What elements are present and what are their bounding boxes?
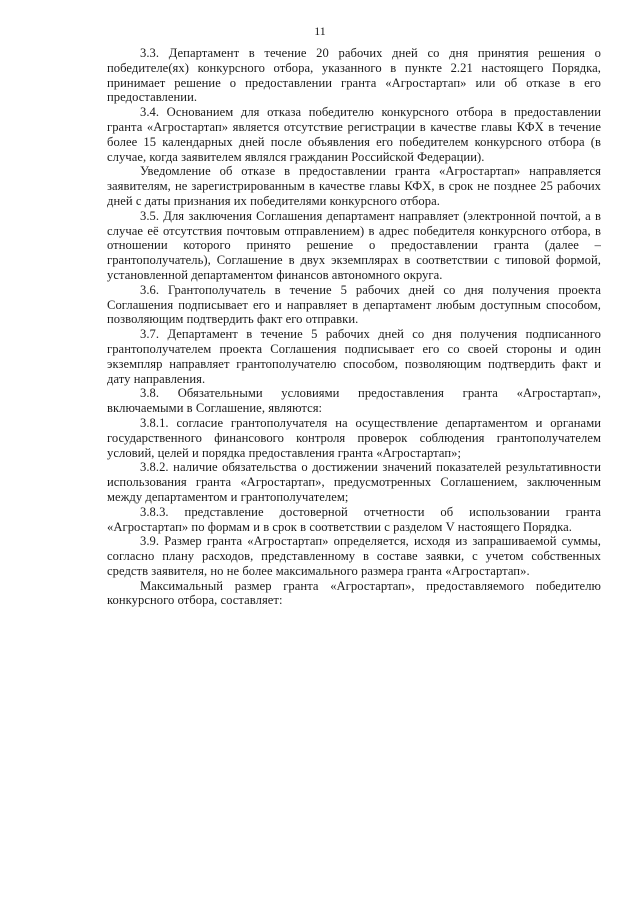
paragraph-3-4: 3.4. Основанием для отказа победителю конкурсного отбора в предоставлении гранта «Агростартап» является отсутствие регистрации в качестве главы КФХ в течение более 15 календарных дней после объявления его победителем конкурсного отбора (в случае, когда заявителем являлся гражданин Российской Федерации).: [107, 105, 601, 164]
paragraph-3-3: 3.3. Департамент в течение 20 рабочих дней со дня принятия решения о победителе(ях) конкурсного отбора, указанного в пункте 2.21 настоящего Порядка, принимает решение о предоставлении гранта «Агростартап» или об отказе в его предоставлении.: [107, 46, 601, 105]
page-number: 11: [314, 24, 326, 38]
paragraph-3-9: 3.9. Размер гранта «Агростартап» определяется, исходя из запрашиваемой суммы, согласно плану расходов, представленному в составе заявки, с учетом собственных средств заявителя, но не более максимального размера гранта «Агростартап».: [107, 534, 601, 578]
paragraph-3-8: 3.8. Обязательными условиями предоставления гранта «Агростартап», включаемыми в Соглашение, являются:: [107, 386, 601, 416]
paragraph-3-8-1: 3.8.1. согласие грантополучателя на осуществление департаментом и органами государственного финансового контроля проверок соблюдения грантополучателем условий, целей и порядка предоставления гранта «Агростартап»;: [107, 415, 601, 460]
paragraph-3-7: 3.7. Департамент в течение 5 рабочих дней со дня получения подписанного грантополучателем проекта Соглашения подписывает его со своей стороны и один экземпляр направляет грантополучателю способом, позволяющим подтвердить факт и дату направления.: [107, 327, 601, 386]
paragraph-max-size: Максимальный размер гранта «Агростартап», предоставляемого победителю конкурсного отбора, составляет:: [107, 578, 601, 608]
paragraph-3-5: 3.5. Для заключения Соглашения департамент направляет (электронной почтой, а в случае её отсутствия почтовым отправлением) в адрес победителя конкурсного отбора, в отношении которого принято решение о предоставлении гранта (далее – грантополучатель), Соглашение в двух экземплярах в соответствии с типовой формой, установленной департаментом финансов автономного округа.: [107, 208, 601, 282]
document-body: [107, 46, 601, 608]
paragraph-refusal-notice: Уведомление об отказе в предоставлении гранта «Агростартап» направляется заявителям, не зарегистрированным в качестве главы КФХ, в срок не позднее 25 рабочих дней с даты признания их победителями конкурсного отбора.: [107, 164, 601, 208]
paragraph-3-6: 3.6. Грантополучатель в течение 5 рабочих дней со дня получения проекта Соглашения подписывает его и направляет в департамент любым доступным способом, позволяющим подтвердить факт его отправки.: [107, 282, 601, 327]
paragraph-3-8-3: 3.8.3. представление достоверной отчетности об использовании гранта «Агростартап» по формам и в срок в соответствии с разделом V настоящего Порядка.: [107, 504, 601, 534]
paragraph-3-8-2: 3.8.2. наличие обязательства о достижении значений показателей результативности использования гранта «Агростартап», предусмотренных Соглашением, заключенным между департаментом и грантополучателем;: [107, 460, 601, 504]
